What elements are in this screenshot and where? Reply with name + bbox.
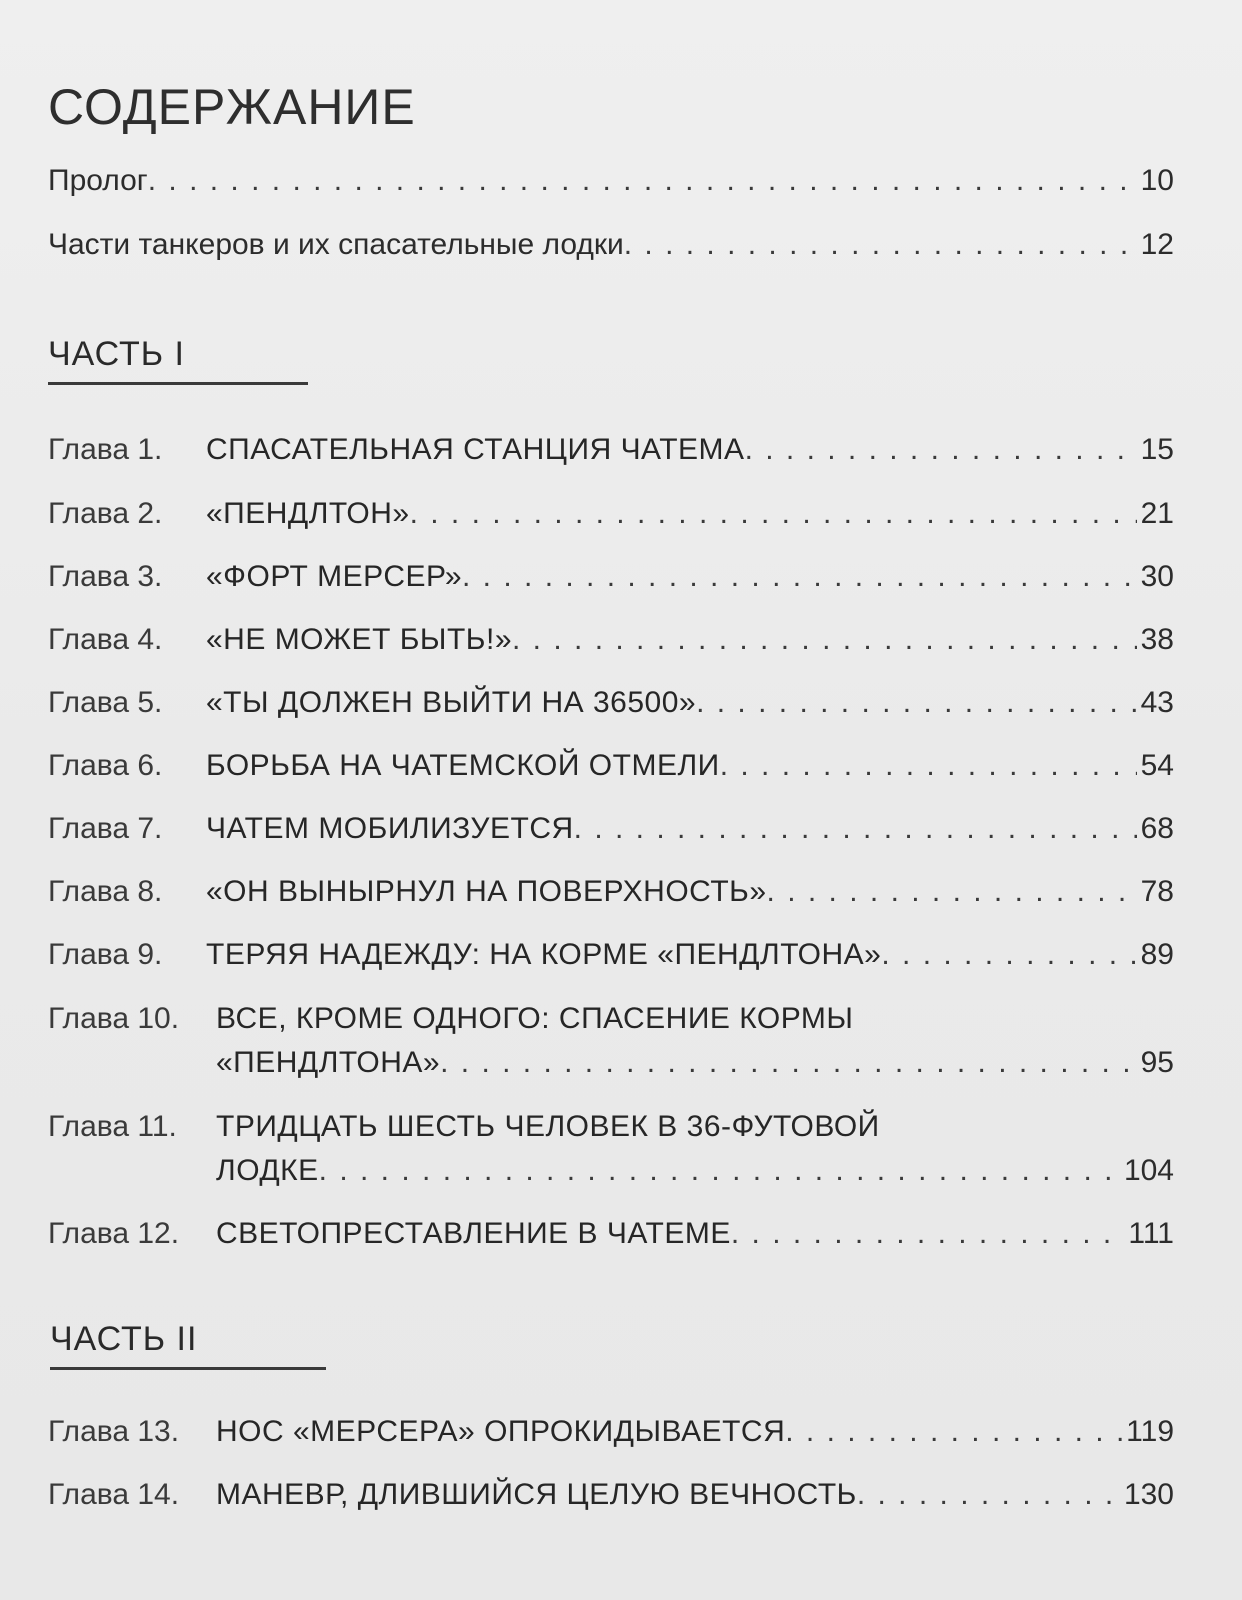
toc-entry [48,617,1174,663]
toc-entry [48,743,1174,789]
dot-leader [785,1409,1122,1455]
chapter-title-cont: «ПЕНДЛТОНА» [216,1046,441,1079]
chapter-label: Глава 6. [48,749,163,782]
chapter-label: Глава 8. [48,875,163,908]
chapter-label: Глава 14. [48,1478,180,1511]
chapter-title: СВЕТОПРЕСТАВЛЕНИЕ В ЧАТЕМЕ [216,1217,731,1250]
toc-entry [48,1211,1174,1257]
dot-leader [624,222,1137,268]
chapter-title: БОРЬБА НА ЧАТЕМСКОЙ ОТМЕЛИ [206,749,720,782]
chapter-title: «ТЫ ДОЛЖЕН ВЫЙТИ НА 36500» [206,686,697,719]
dot-leader [745,427,1137,473]
toc-entry [48,1472,1174,1518]
chapter-title: МАНЕВР, ДЛИВШИЙСЯ ЦЕЛУЮ ВЕЧНОСТЬ [216,1478,857,1511]
dot-leader [857,1472,1120,1518]
chapter-title: «ОН ВЫНЫРНУЛ НА ПОВЕРХНОСТЬ» [206,875,767,908]
toc-entry [48,427,1174,473]
page-number: 12 [1140,228,1174,261]
toc-entry [48,869,1174,915]
page-number: 54 [1140,749,1174,782]
dot-leader [512,617,1137,663]
page-number: 104 [1123,1154,1174,1187]
part-underline [48,382,308,385]
chapter-title: ТЕРЯЯ НАДЕЖДУ: НА КОРМЕ «ПЕНДЛТОНА» [206,938,882,971]
dot-leader [462,554,1137,600]
toc-entry [48,554,1174,600]
dot-leader [720,743,1137,789]
toc-entry-line2 [216,1148,1174,1194]
part-heading: ЧАСТЬ II [50,1320,198,1358]
toc-entry-line1 [48,996,853,1042]
page-number: 38 [1140,623,1174,656]
chapter-title: ТРИДЦАТЬ ШЕСТЬ ЧЕЛОВЕК В 36-ФУТОВОЙ [216,1110,880,1143]
dot-leader [881,932,1136,978]
chapter-label: Глава 10. [48,1002,180,1035]
toc-entry [48,491,1174,537]
chapter-title: ВСЕ, КРОМЕ ОДНОГО: СПАСЕНИЕ КОРМЫ [216,1002,854,1035]
chapter-label: Глава 5. [48,686,163,719]
chapter-label: Глава 3. [48,560,163,593]
dot-leader [440,1040,1137,1086]
chapter-title: «ФОРТ МЕРСЕР» [206,560,463,593]
dot-leader [319,1148,1120,1194]
chapter-title: НОС «МЕРСЕРА» ОПРОКИДЫВАЕТСЯ [216,1415,786,1448]
chapter-label: Глава 2. [48,497,163,530]
chapter-label: Глава 13. [48,1415,180,1448]
page-number: 15 [1140,433,1174,466]
toc-entry-tanker-parts [48,222,1174,268]
dot-leader [731,1211,1125,1257]
chapter-label: Глава 4. [48,623,163,656]
page-number: 30 [1140,560,1174,593]
toc-entry-prologue [48,158,1174,204]
part-underline [50,1367,326,1370]
entry-title: Пролог [48,164,148,197]
chapter-label: Глава 1. [48,433,163,466]
chapter-title: СПАСАТЕЛЬНАЯ СТАНЦИЯ ЧАТЕМА [206,433,745,466]
page-number: 111 [1128,1217,1174,1250]
page-number: 10 [1140,164,1174,197]
toc-entry-line1 [48,1104,880,1150]
toc-entry-line2 [216,1040,1174,1086]
toc-entry [48,680,1174,726]
chapter-title: ЧАТЕМ МОБИЛИЗУЕТСЯ [206,812,574,845]
page-number: 43 [1140,686,1174,719]
page-number: 119 [1126,1415,1174,1448]
entry-title: Части танкеров и их спасательные лодки [48,228,624,261]
dot-leader [767,869,1137,915]
dot-leader [696,680,1137,726]
chapter-label: Глава 9. [48,938,163,971]
toc-entry [48,932,1174,978]
dot-leader [148,158,1137,204]
toc-entry [48,806,1174,852]
page-number: 130 [1123,1478,1174,1511]
dot-leader [574,806,1137,852]
page-number: 78 [1140,875,1174,908]
chapter-label: Глава 11. [48,1110,177,1143]
chapter-label: Глава 7. [48,812,163,845]
chapter-label: Глава 12. [48,1217,180,1250]
chapter-title: «ПЕНДЛТОН» [206,497,410,530]
page-number: 95 [1140,1046,1174,1079]
toc-entry [48,1409,1174,1455]
dot-leader [410,491,1137,537]
page-number: 89 [1140,938,1174,971]
page-title: СОДЕРЖАНИЕ [48,79,416,135]
part-heading: ЧАСТЬ I [48,335,185,373]
page-number: 21 [1140,497,1174,530]
chapter-title: «НЕ МОЖЕТ БЫТЬ!» [206,623,513,656]
page-number: 68 [1140,812,1174,845]
chapter-title-cont: ЛОДКЕ [216,1154,319,1187]
